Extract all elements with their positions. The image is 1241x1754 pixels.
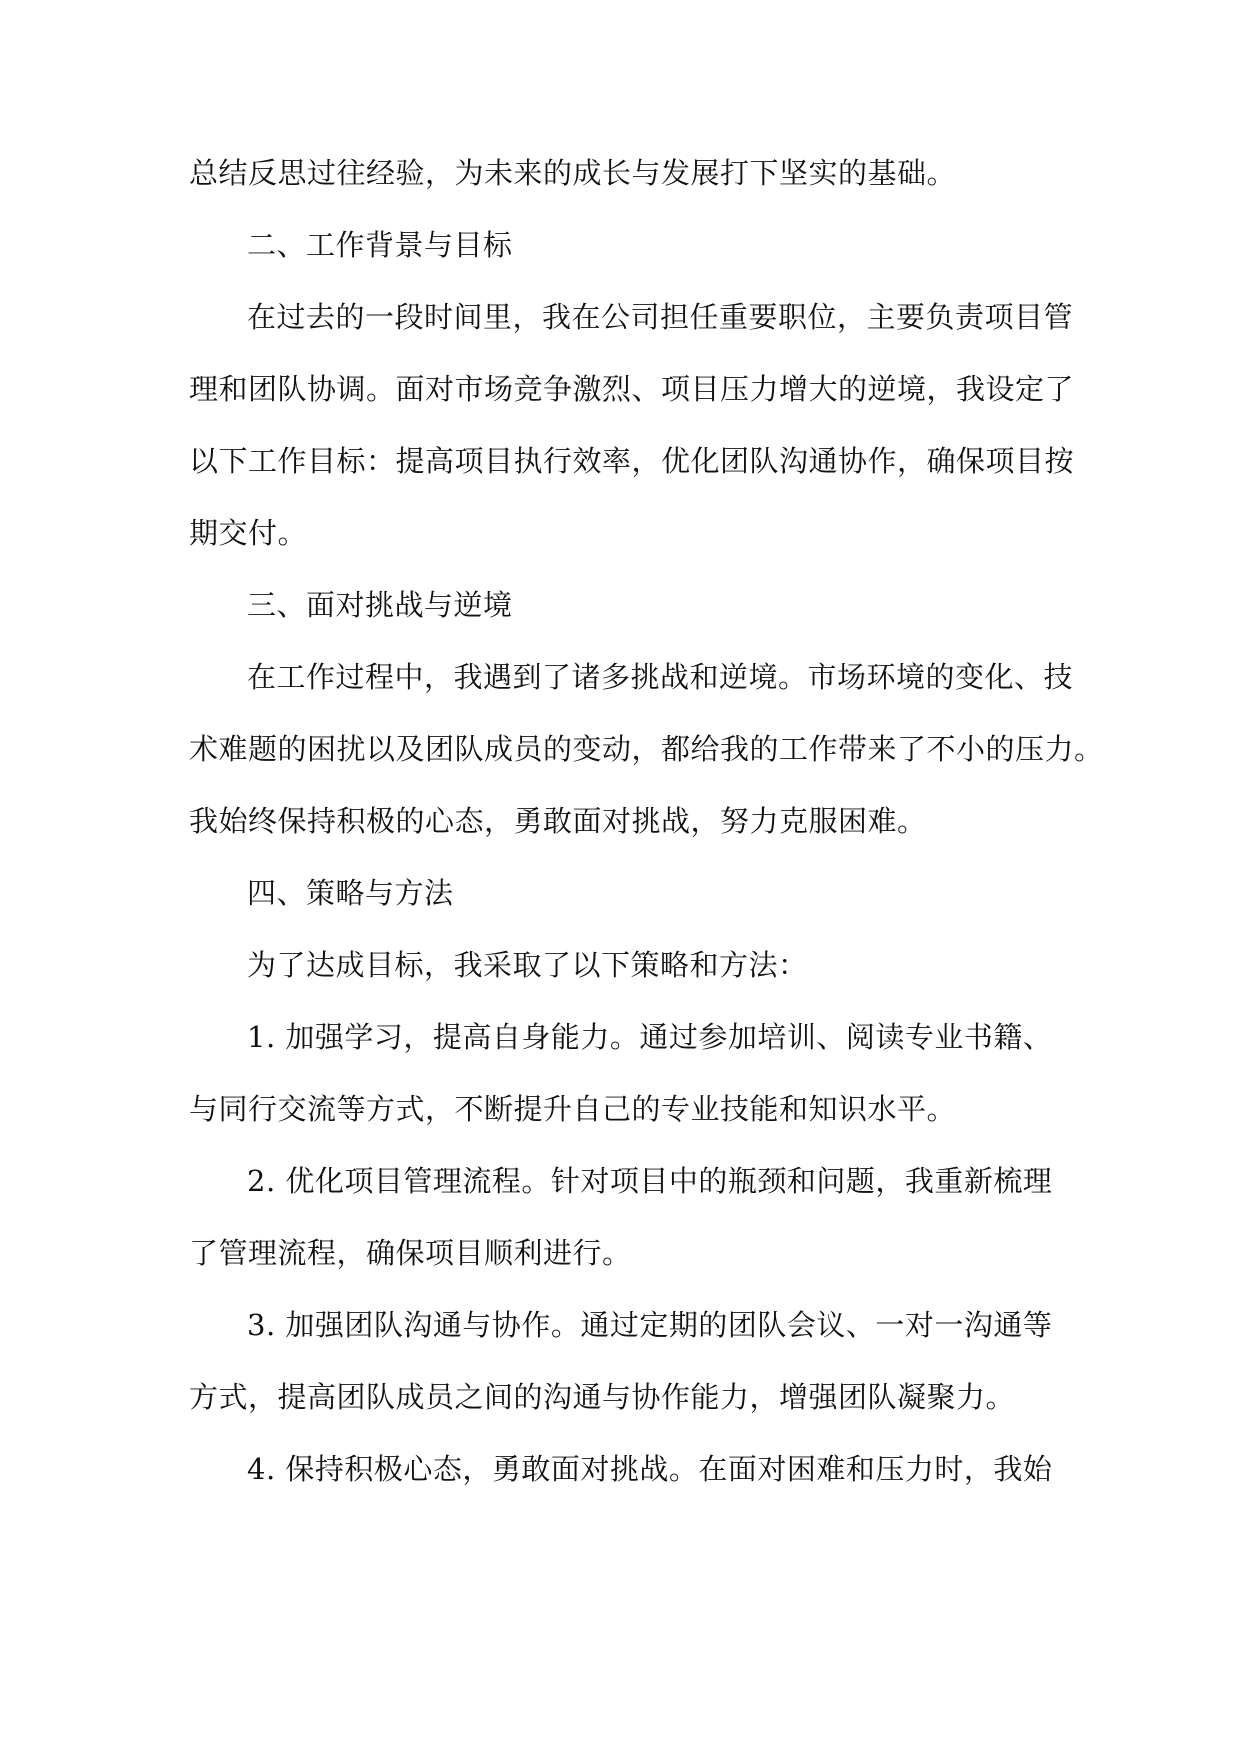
- list-item-1: 1. 加强学习，提高自身能力。通过参加培训、阅读专业书籍、: [247, 1020, 1053, 1054]
- list-item-1-continued: 与同行交流等方式，不断提升自己的专业技能和知识水平。: [189, 1092, 957, 1126]
- section-heading-strategy: 四、策略与方法: [247, 876, 454, 910]
- list-item-4: 4. 保持积极心态，勇敢面对挑战。在面对困难和压力时，我始: [247, 1452, 1053, 1486]
- list-item-2: 2. 优化项目管理流程。针对项目中的瓶颈和问题，我重新梳理: [247, 1164, 1053, 1198]
- paragraph-line: 总结反思过往经验，为未来的成长与发展打下坚实的基础。: [189, 156, 957, 190]
- paragraph-line: 以下工作目标：提高项目执行效率，优化团队沟通协作，确保项目按: [189, 444, 1075, 478]
- paragraph-line: 术难题的困扰以及团队成员的变动，都给我的工作带来了不小的压力。: [189, 732, 1104, 766]
- paragraph-line: 期交付。: [189, 516, 308, 550]
- paragraph-line: 在过去的一段时间里，我在公司担任重要职位，主要负责项目管: [247, 300, 1074, 334]
- paragraph-line: 为了达成目标，我采取了以下策略和方法：: [247, 948, 808, 982]
- section-heading-background: 二、工作背景与目标: [247, 228, 513, 262]
- paragraph-line: 在工作过程中，我遇到了诸多挑战和逆境。市场环境的变化、技: [247, 660, 1074, 694]
- list-item-3-continued: 方式，提高团队成员之间的沟通与协作能力，增强团队凝聚力。: [189, 1380, 1016, 1414]
- paragraph-line: 我始终保持积极的心态，勇敢面对挑战，努力克服困难。: [189, 804, 927, 838]
- paragraph-line: 理和团队协调。面对市场竞争激烈、项目压力增大的逆境，我设定了: [189, 372, 1075, 406]
- section-heading-challenges: 三、面对挑战与逆境: [247, 588, 513, 622]
- list-item-3: 3. 加强团队沟通与协作。通过定期的团队会议、一对一沟通等: [247, 1308, 1053, 1342]
- list-item-2-continued: 了管理流程，确保项目顺利进行。: [189, 1236, 632, 1270]
